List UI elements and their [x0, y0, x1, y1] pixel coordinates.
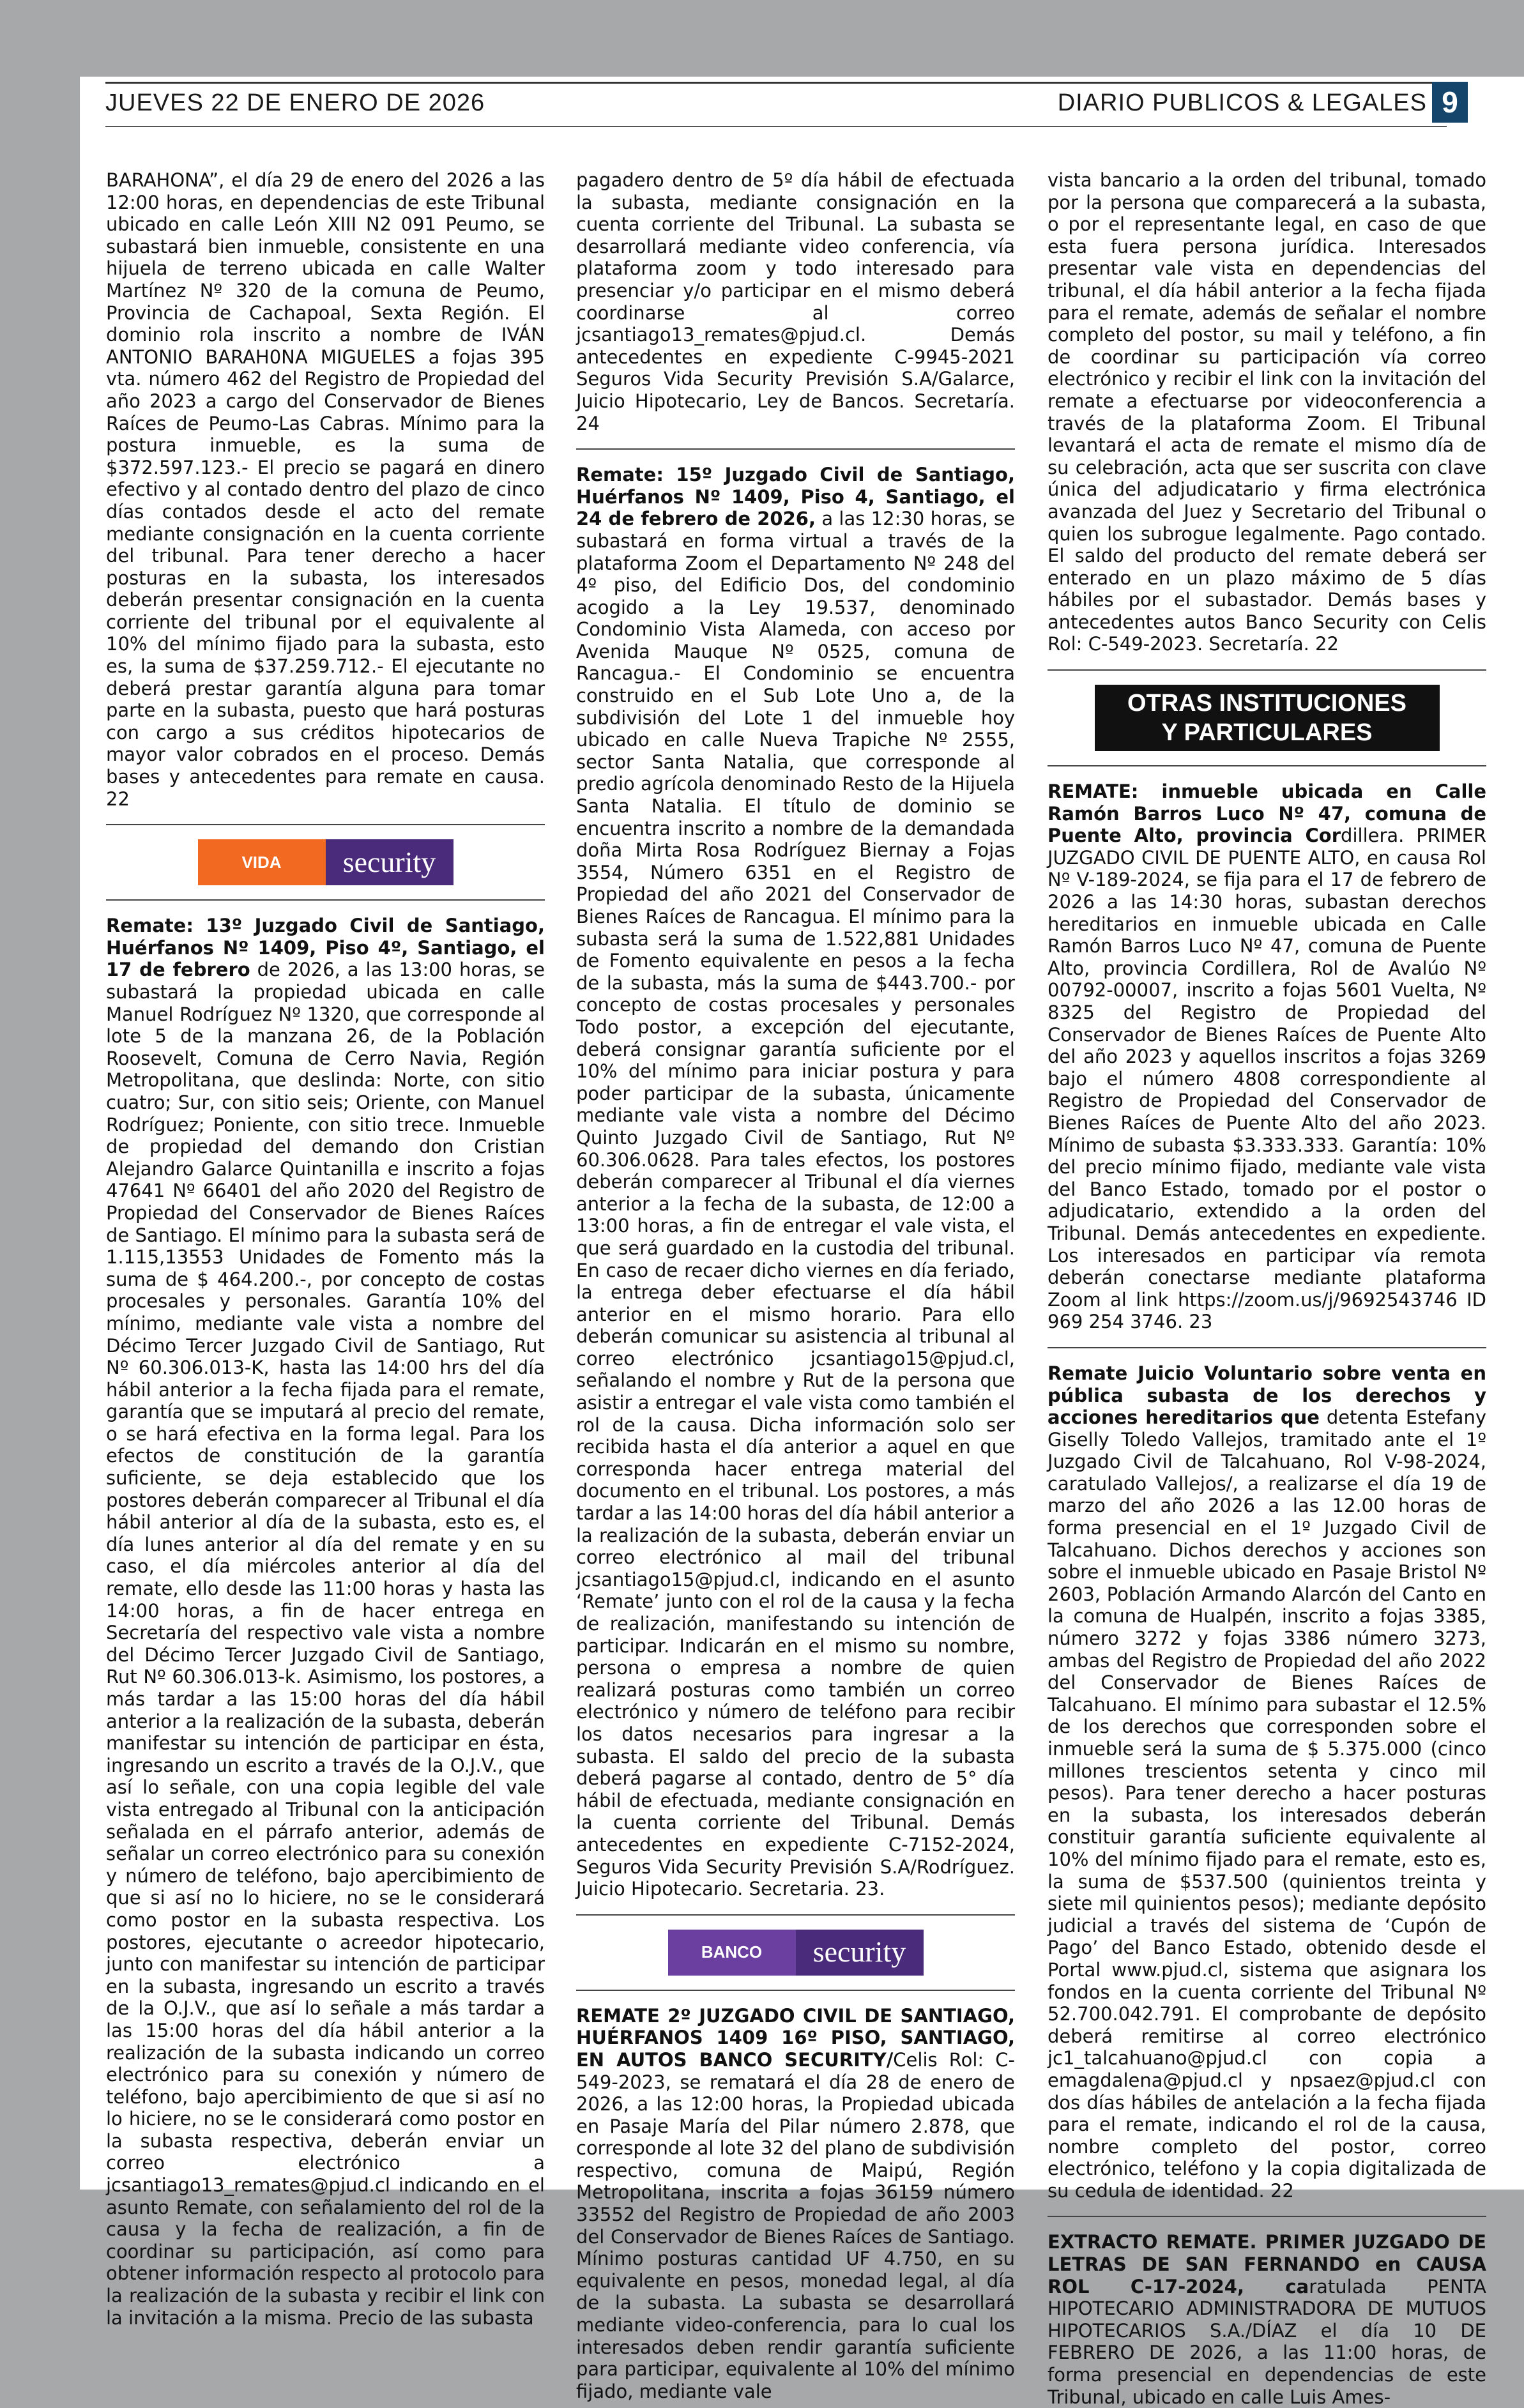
vida-security-logo: [198, 839, 453, 885]
notice-body: dillera. PRIMER JUZGADO CIVIL DE PUENTE ALTO, en causa Rol Nº V-189-2024, se fija para el 17 de febrero de 2026 a las 14:30 horas, subastan derechos hereditarios en inmueble ubicada en Calle Ramón Barros Luco Nº 47, comuna de Puente Alto, provincia Cordillera, Rol de Avalúo Nº 00792-00007, inscrito a fojas 5601 Vuelta, Nº 8325 del Registro de Propiedad del Conservador de Bienes Raíces de Puente Alto del año 2023 y aquellos inscritos a fojas 3269 bajo el número 4808 correspondiente al Registro de Propiedad del Conservador de Bienes Raíces de Puente Alto del año 2023. Mínimo de subasta $3.333.333. Garantía: 10% del precio mínimo fijado, mediante vale vista del Banco Estado, tomado por el postor o adjudicatario, extendido a la orden del Tribunal. Demás antecedentes en expediente. Los interesados en participar vía remota deberán conectarse mediante plataforma Zoom al link https://zoom.us/j/9692543746 ID 969 254 3746. 23: [1048, 825, 1486, 1333]
notice-body: detenta Estefany Giselly Toledo Vallejos, tramitado ante el 1º Juzgado Civil de Talcahuano, Rol V-98-2024, caratulado Vallejos/, a realizarse el día 19 de marzo del año 2026 a las 12.00 horas de forma presencial en el 1º Juzgado Civil de Talcahuano. Dichos derechos y acciones son sobre el inmueble ubicado en Pasaje Bristol Nº 2603, Población Armando Alarcón del Canto en la comuna de Hualpén, inscrito a fojas 3385, número 3272 y fojas 3386 número 3273, ambas del Registro de Propiedad del año 2022 del Conservador de Bienes Raíces de Talcahuano. El mínimo para subastar el 12.5% de los derechos que corresponden sobre el inmueble será la suma de $ 5.375.000 (cinco millones trescientos setenta y cinco mil pesos). Para tener derecho a hacer posturas en la subasta, los interesados deberán constituir garantía suficiente equivalente al 10% del mínimo fijado para el remate, esto es, la suma de $537.500 (quinientos treinta y siete mil quinientos pesos); mediante depósito judicial a través del sistema de ‘Cupón de Pago’ del Banco Estado, obtenido desde el Portal www.pjud.cl, sistema que asignara los fondos en la cuenta corriente del Tribunal Nº 52.700.042.791. El comprobante de depósito deberá remitirse al correo electrónico jc1_talcahuano@pjud.cl con copia a emagdalena@pjud.cl y npsaez@pjud.cl con dos días hábiles de antelación a la fecha fijada para el remate, indicando el rol de la causa, nombre completo del postor, correo electrónico, teléfono y la copia digitalizada de su cedula de identidad. 22: [1048, 1406, 1486, 2202]
notice-talcahuano: [1048, 1362, 1486, 2202]
notice-continuation: pagadero dentro de 5º día hábil de efectuada la subasta, mediante consignación en la cuenta corriente del Tribunal. La subasta se desarrollará mediante video conferencia, vía plataforma zoom y todo interesado para presenciar y/o participar en el mismo deberá coordinarse al correo jcsantiago13_remates@pjud.cl. Demás antecedentes en expediente C-9945-2021 Seguros Vida Security Previsión S.A/Galarce, Juicio Hipotecario, Ley de Bancos. Secretaría. 24: [576, 169, 1015, 434]
column-3: [1048, 169, 1486, 2408]
notice-2-juzgado: [576, 2005, 1015, 2403]
notice-heading: Remate Juicio Voluntario sobre venta en pública subasta de los derechos y acciones hereditarios que: [1048, 1362, 1486, 1429]
notice-heading: EXTRACTO REMATE. PRIMER JUZGADO DE LETRAS DE SAN FERNANDO en CAUSA ROL C-17-2024, ca: [1048, 2231, 1486, 2298]
section-heading-line2: Y PARTICULARES: [1161, 719, 1373, 747]
divider: [1048, 765, 1486, 766]
divider: [106, 824, 545, 825]
divider: [576, 448, 1015, 450]
notice-puente-alto: [1048, 781, 1486, 1333]
divider: [1048, 1347, 1486, 1348]
column-1: [106, 169, 545, 2329]
section-heading: [1095, 685, 1440, 751]
notice-heading: Remate: 15º Juzgado Civil de Santiago, Huérfanos Nº 1409, Piso 4, Santiago, el 24 de febrero de 2026,: [576, 464, 1015, 530]
notice-heading: Remate: 13º Juzgado Civil de Santiago, Huérfanos Nº 1409, Piso 4º, Santiago, el 17 de febrero: [106, 915, 545, 981]
notice-body: ratulada PENTA HIPOTECARIO ADMINISTRADORA DE MUTUOS HIPOTECARIOS S.A./DÍAZ el día 10 DE FEBRERO DE 2026, a las 11:00 horas, de forma presencial en dependencias de este Tribunal, ubicado en calle Luis Ames-: [1048, 2275, 1486, 2408]
notice-heading: REMATE 2º JUZGADO CIVIL DE SANTIAGO, HUÉRFANOS 1409 16º PISO, SANTIAGO, EN AUTOS BANCO SECURITY/: [576, 2004, 1015, 2071]
header-top-rule: [105, 82, 1447, 84]
logo-brand: security: [796, 1930, 924, 1976]
header-date: JUEVES 22 DE ENERO DE 2026: [105, 89, 485, 116]
header-publication: DIARIO PUBLICOS & LEGALES: [1057, 89, 1427, 116]
section-heading-line1: OTRAS INSTITUCIONES: [1127, 690, 1407, 717]
column-2: [576, 169, 1015, 2402]
notice-15-juzgado: [576, 464, 1015, 1900]
notice-barahona: BARAHONA”, el día 29 de enero del 2026 a las 12:00 horas, en dependencias de este Tribunal ubicado en calle León XIII N2 091 Peumo, se subastará bien inmueble, consistente en una hijuela de terreno ubicada en calle Walter Martínez Nº 320 de la comuna de Peumo, Provincia de Cachapoal, Sexta Región. El dominio rola inscrito a nombre de IVÁN ANTONIO BARAH0NA MIGUELES a fojas 395 vta. número 462 del Registro de Propiedad del año 2023 a cargo del Conservador de Bienes Raíces de Peumo-Las Cabras. Mínimo para la postura inmueble, es la suma de $372.597.123.- El precio se pagará en dinero efectivo y al contado dentro del plazo de cinco días contados desde el acto del remate mediante consignación en la cuenta corriente del tribunal. Para tener derecho a hacer posturas en la subasta, los interesados deberán presentar consignación en la cuenta corriente del tribunal por el equivalente al 10% del mínimo fijado para la subasta, esto es, la suma de $37.259.712.- El ejecutante no deberá prestar garantía alguna para tomar parte en la subasta, puesto que hará posturas con cargo a sus créditos hipotecarios de mayor valor cobrados en el proceso. Demás bases y antecedentes para remate en causa. 22: [106, 169, 545, 810]
notice-13-juzgado: [106, 915, 545, 2329]
divider: [106, 899, 545, 901]
notice-body: de 2026, a las 13:00 horas, se subastará la propiedad ubicada en calle Manuel Rodríguez Nº 1320, que corresponde al lote 5 de la manzana 26, de la Población Roosevelt, Comuna de Cerro Navia, Región Metropolitana, que deslinda: Norte, con sitio cuatro; Sur, con sitio seis; Oriente, con Manuel Rodríguez; Poniente, con sitio trece. Inmueble de propiedad del demando don Cristian Alejandro Galarce Quintanilla e inscrito a fojas 47641 Nº 66401 del año 2020 del Registro de Propiedad del Conservador de Bienes Raíces de Santiago. El mínimo para la subasta será de 1.115,13553 Unidades de Fomento más la suma de $ 464.200.-, por concepto de costas procesales y personales. Garantía 10% del mínimo, mediante vale vista a nombre del Décimo Tercer Juzgado Civil de Santiago, Rut Nº 60.306.013-K, hasta las 14:00 hrs del día hábil anterior a la fecha fijada para el remate, garantía que se imputará al precio del remate, o se hará efectiva en la forma legal. Para los efectos de constitución de la garantía suficiente, se deja establecido que los postores deberán comparecer al Tribunal el día hábil anterior al día de la subasta, esto es, el día lunes anterior al día del remate y en su caso, el día miércoles anterior al día del remate, ello desde las 11:00 horas y hasta las 14:00 horas, a fin de hacer entrega en Secretaría del respectivo vale vista a nombre del Décimo Tercer Juzgado Civil de Santiago, Rut Nº 60.306.013-k. Asimismo, los postores, a más tardar a las 15:00 horas del día hábil anterior a la realización de la subasta, deberán manifestar su intención de participar en ésta, ingresando un escrito a través de la O.J.V., que así lo señale, con una copia legible del vale vista entregado al Tribunal con la anticipación señalada en el párrafo anterior, además de señalar un correo electrónico para su conexión y número de teléfono, bajo apercibimiento de que si así no lo hiciere, no se le considerará como postor en la subasta respectiva. Los postores, ejecutante o acreedor hipotecario, junto con manifestar su intención de participar en la subasta, ingresando un escrito a través de la O.J.V., que así lo señale a más tardar a las 15:00 horas del día hábil anterior a la realización de la subasta indicando un correo electrónico para su conexión y número de teléfono, bajo apercibimiento de que si así no lo hiciere, no se le considerará como postor en la subasta respectiva, deberán enviar un correo electrónico a jcsantiago13_remates@pjud.cl indicando en el asunto Remate, con señalamiento del rol de la causa y la fecha de realización, a fin de coordinar su participación, así como para obtener información respecto al protocolo para la realización de la subasta y recibir el link con la invitación a la misma. Precio de las subasta: [106, 959, 545, 2329]
divider: [1048, 2216, 1486, 2217]
divider: [576, 1990, 1015, 1991]
divider: [576, 1914, 1015, 1916]
notice-body: Celis Rol: C-549-2023, se rematará el día 28 de enero de 2026, a las 12:00 horas, la Propiedad ubicada en Pasaje María del Pilar número 2.878, que corresponde al lote 32 del plano de subdivisión respectivo, comuna de Maipú, Región Metropolitana, inscrita a fojas 36159 número 33552 del Registro de Propiedad de año 2003 del Conservador de Bienes Raíces de Santiago. Mínimo posturas cantidad UF 4.750, en su equivalente en pesos, monedad legal, al día de la subasta. La subasta se desarrollará mediante video-conferencia, para lo cual los interesados deben rendir garantía suficiente para participar, equivalente al 10% del mínimo fijado, mediante vale: [576, 2048, 1015, 2402]
notice-body: a las 12:30 horas, se subastará en forma virtual a través de la plataforma Zoom el Departamento Nº 248 del 4º piso, del Edificio Dos, del condominio acogido a la Ley 19.537, denominado Condominio Vista Alameda, con acceso por Avenida Mauque Nº 0525, comuna de Rancagua.- El Condominio se encuentra construido en el Sub Lote Uno a, de la subdivisión del Lote 1 del inmueble hoy ubicado en calle Nueva Trapiche Nº 2555, sector Santa Natalia, que corresponde al predio agrícola denominado Resto de la Hijuela Santa Natalia. El título de dominio se encuentra inscrito a nombre de la demandada doña Mirta Rosa Rodríguez Biernay a Fojas 3554, Número 6351 en el Registro de Propiedad del año 2021 del Conservador de Bienes Raíces de Rancagua. El mínimo para la subasta será la suma de 1.522,881 Unidades de Fomento equivalente en pesos a la fecha de la subasta, más la suma de $443.700.- por concepto de costas procesales y personales Todo postor, a excepción del ejecutante, deberá consignar garantía suficiente por el 10% del mínimo para iniciar postura y para poder participar de la subasta, únicamente mediante vale vista a nombre del Décimo Quinto Juzgado Civil de Santiago, Rut Nº 60.306.0628. Para tales efectos, los postores deberán comparecer al Tribunal el día viernes anterior a la fecha de la subasta, de 12:00 a 13:00 horas, a fin de entregar el vale vista, el que será guardado en la custodia del tribunal. En caso de recaer dicho viernes en día feriado, la entrega deber efectuarse el día hábil anterior en el mismo horario. Para ello deberán comunicar su asistencia al tribunal al correo electrónico jcsantiago15@pjud.cl, señalando el nombre y Rut de la persona que asistir a entregar el vale vista como también el rol de la causa. Dicha información solo ser recibida hasta el día anterior a aquel en que corresponda hacer entrega material del documento en el tribunal. Los postores, a más tardar a las 14:00 horas del día hábil anterior a la realización de la subasta, deberán enviar un correo electrónico al mail del tribunal jcsantiago15@pjud.cl, indicando en el asunto ‘Remate’ junto con el rol de la causa y la fecha de realización, manifestando su intención de participar. Indicarán en el mismo su nombre, persona o empresa a nombre de quien realizará posturas como también un correo electrónico y número de teléfono para recibir los datos necesarios para ingresar a la subasta. El saldo del precio de la subasta deberá pagarse al contado, dentro de 5° día hábil de efectuada, mediante consignación en la cuenta corriente del Tribunal. Demás antecedentes en expediente C-7152-2024, Seguros Vida Security Previsión S.A/Rodríguez. Juicio Hipotecario. Secretaria. 23.: [576, 508, 1015, 1900]
notice-heading: REMATE: inmueble ubicada en Calle Ramón Barros Luco Nº 47, comuna de Puente Alto, provincia Cor: [1048, 781, 1486, 847]
logo-prefix: BANCO: [668, 1930, 796, 1976]
logo-prefix: VIDA: [198, 839, 326, 885]
page-number: 9: [1432, 82, 1468, 123]
logo-brand: security: [326, 839, 453, 885]
notice-san-fernando: [1048, 2231, 1486, 2408]
notice-continuation: vista bancario a la orden del tribunal, tomado por la persona que comparecerá a la subasta, o por el representante legal, en caso de que esta fuera persona jurídica. Interesados presentar vale vista en dependencias del tribunal, el día hábil anterior a la fecha fijada para el remate, además de señalar el nombre completo del postor, su mail y teléfono, a fin de coordinar su participación vía correo electrónico y recibir el link con la invitación del remate a efectuarse por videoconferencia a través de la plataforma Zoom. El Tribunal levantará el acta de remate el mismo día de su celebración, acta que ser suscrita con clave única del adjudicatario y firma electrónica avanzada del Juez y Secretario del Tribunal o quien los subrogue legalmente. Pago contado. El saldo del producto del remate deberá ser enterado en un plazo máximo de 5 días hábiles por el subastador. Demás bases y antecedentes autos Banco Security con Celis Rol: C-549-2023. Secretaría. 22: [1048, 169, 1486, 655]
banco-security-logo: [668, 1930, 924, 1976]
header-bottom-rule: [105, 126, 1447, 127]
divider: [1048, 669, 1486, 671]
